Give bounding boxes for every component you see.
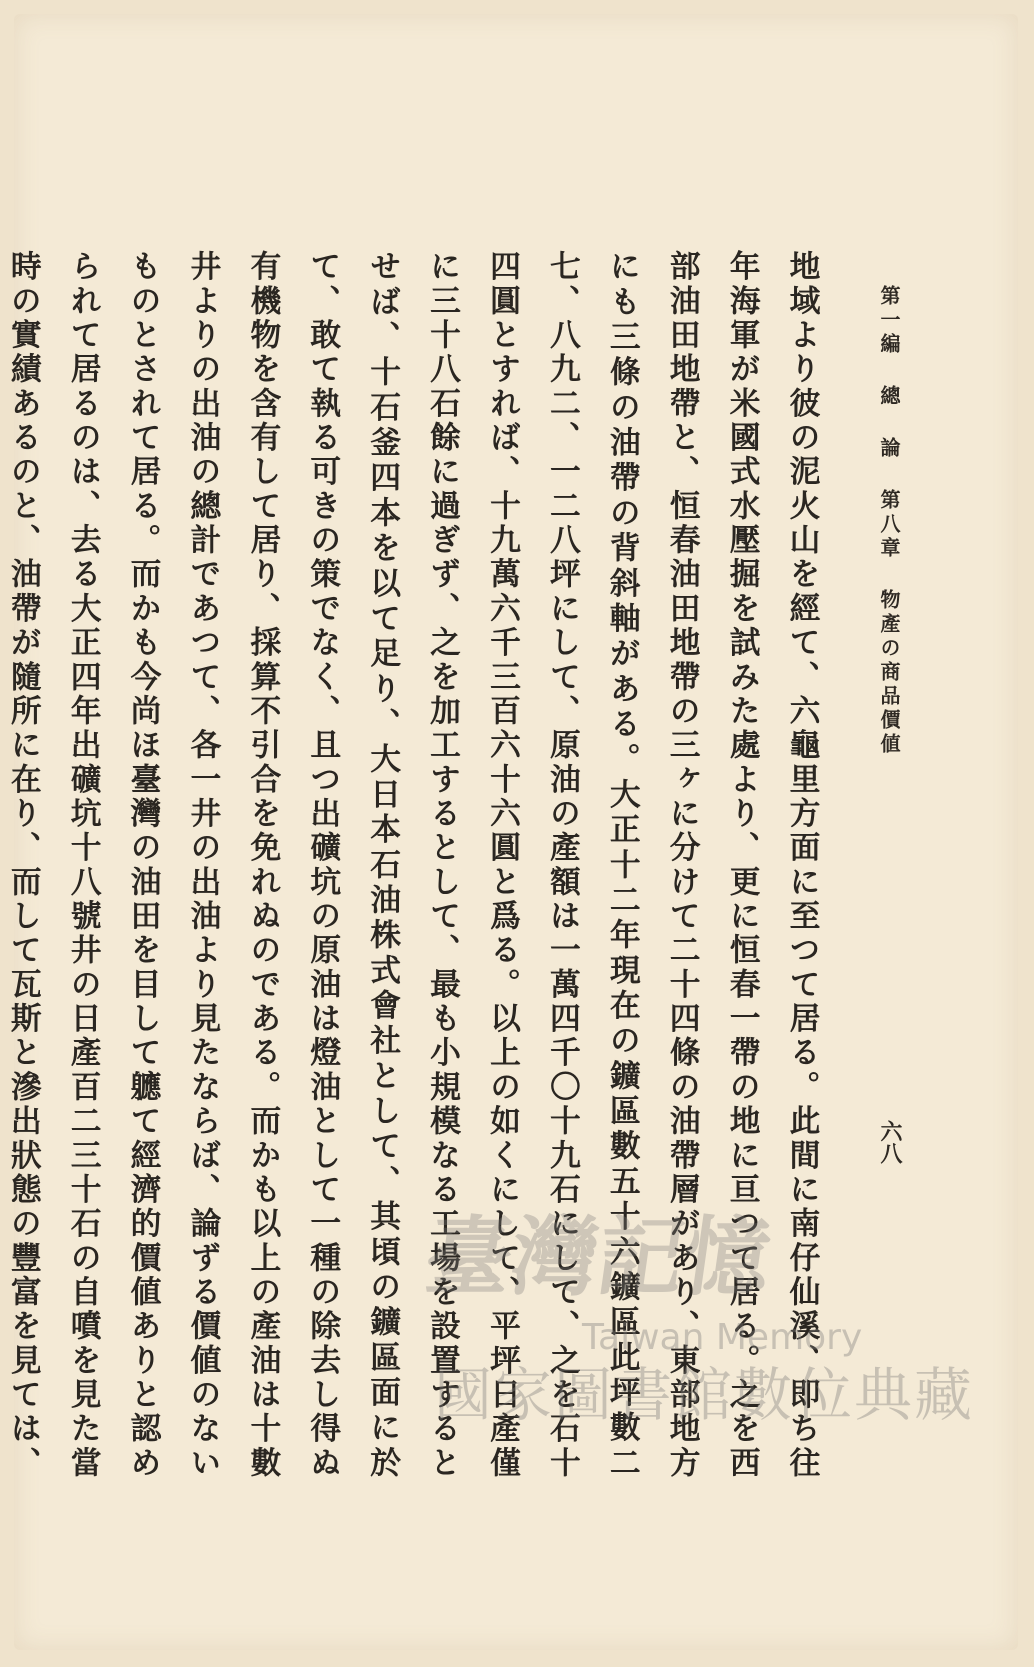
page-number: 六八 [877,1120,903,1164]
running-header: 第一編 總 論 第八章 物產の商品價値 [877,285,901,757]
watermark-chinese: 國家圖書館數位典藏 [434,1361,975,1429]
body-paragraph: 地域より彼の泥火山を經て、六龜里方面に至つて居る。此間に南仔仙溪、即ち往年海軍が米國式水壓掘を試みた處より、更に恒春一帶の地に亘つて居る。之を西部油田地帶と、恒春油田地帶の三ヶに分けて二十四條の油帶層があり、東部地方にも三條の油帶の背斜軸がある。大正十二年現在の鑛區數五十六鑛區此坪數二七、八九二、一二八坪にして、原油の產額は一萬四千〇十九石にして、之を石十四圓とすれば、十九萬六千三百六十六圓と爲る。以上の如くにして、平坪日產僅に三十八石餘に過ぎず、之を加工するとして、最も小規模なる工場を設置するとせば、十石釜四本を以て足り、大日本石油株式會社として、其頃の鑛區面に於て、敢て執る可きの策でなく、且つ出礦坑の原油は燈油として一種の除去し得ぬ有機物を含有して居り、採算不引合を免れぬのである。而かも以上の產油は十數井よりの出油の總計であつて、各一井の出油より見たならば、論ずる價値のないものとされて居る。而かも今尚ほ臺灣の油田を目して軈て經濟的價値ありと認められて居るのは、去る大正四年出礦坑十八號井の日產百二三十石の自噴を見た當時の實績あるのと、油帶が隨所に在り、而して瓦斯と滲出狀態の豐富を見ては、 [5,250,820,1480]
watermark-script: 臺灣記憶 [418,1207,778,1308]
body-text-block [5,250,831,1480]
watermark-english: Taiwan Memory [582,1317,863,1358]
